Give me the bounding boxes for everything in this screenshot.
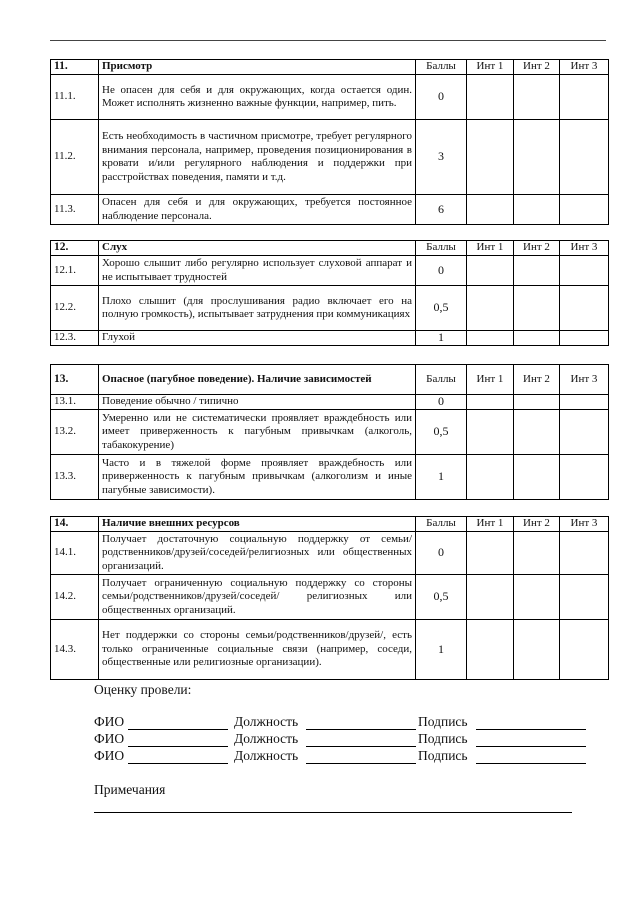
position-label: Должность bbox=[234, 714, 299, 729]
item-number: 11.1. bbox=[51, 75, 99, 120]
int3-cell[interactable] bbox=[560, 195, 609, 225]
section-title: Наличие внешних ресурсов bbox=[99, 517, 416, 532]
col-int2-header: Инт 2 bbox=[514, 365, 560, 395]
item-score: 1 bbox=[416, 620, 467, 680]
fio-label: ФИО bbox=[94, 731, 125, 746]
int3-cell[interactable] bbox=[560, 620, 609, 680]
item-number: 14.1. bbox=[51, 532, 99, 575]
section-title: Слух bbox=[99, 241, 416, 256]
position-field[interactable] bbox=[306, 729, 416, 730]
item-description: Есть необходимость в частичном присмотре, требует регулярного внимания персонала, например, проведения позиционирования в кровати и/или регулярного наблюдения и поддержки при расстройствах поведения, памяти и т.д. bbox=[99, 120, 416, 195]
item-number: 13.2. bbox=[51, 410, 99, 455]
int2-cell[interactable] bbox=[514, 410, 560, 455]
signature-field[interactable] bbox=[476, 763, 586, 764]
col-int1-header: Инт 1 bbox=[467, 60, 514, 75]
int2-cell[interactable] bbox=[514, 575, 560, 620]
table-row bbox=[51, 575, 609, 620]
item-score: 6 bbox=[416, 195, 467, 225]
col-int2-header: Инт 2 bbox=[514, 60, 560, 75]
notes-label: Примечания bbox=[94, 782, 166, 797]
col-score-header: Баллы bbox=[416, 241, 467, 256]
int1-cell[interactable] bbox=[467, 620, 514, 680]
fio-field[interactable] bbox=[128, 729, 228, 730]
int1-cell[interactable] bbox=[467, 286, 514, 331]
table-row bbox=[51, 410, 609, 455]
item-description: Поведение обычно / типично bbox=[99, 395, 416, 410]
int2-cell[interactable] bbox=[514, 620, 560, 680]
int2-cell[interactable] bbox=[514, 395, 560, 410]
col-int3-header: Инт 3 bbox=[560, 241, 609, 256]
fio-label: ФИО bbox=[94, 714, 125, 729]
section-header-row bbox=[51, 517, 609, 532]
col-int2-header: Инт 2 bbox=[514, 517, 560, 532]
section-header-row bbox=[51, 60, 609, 75]
col-int3-header: Инт 3 bbox=[560, 365, 609, 395]
table-row bbox=[51, 75, 609, 120]
int1-cell[interactable] bbox=[467, 75, 514, 120]
int2-cell[interactable] bbox=[514, 195, 560, 225]
signature-label: Подпись bbox=[418, 714, 468, 729]
int1-cell[interactable] bbox=[467, 120, 514, 195]
position-label: Должность bbox=[234, 731, 299, 746]
int3-cell[interactable] bbox=[560, 331, 609, 346]
section-number: 13. bbox=[51, 365, 99, 395]
section-12-table bbox=[50, 240, 609, 346]
int1-cell[interactable] bbox=[467, 532, 514, 575]
col-int1-header: Инт 1 bbox=[467, 241, 514, 256]
item-description: Умеренно или не систематически проявляет враждебность или имеет приверженность к пагубным привычкам (алкоголь, табакокурение) bbox=[99, 410, 416, 455]
int3-cell[interactable] bbox=[560, 455, 609, 500]
table-row bbox=[51, 120, 609, 195]
col-int2-header: Инт 2 bbox=[514, 241, 560, 256]
int2-cell[interactable] bbox=[514, 331, 560, 346]
item-score: 1 bbox=[416, 455, 467, 500]
section-11-table bbox=[50, 59, 609, 225]
col-score-header: Баллы bbox=[416, 60, 467, 75]
int3-cell[interactable] bbox=[560, 75, 609, 120]
item-description: Хорошо слышит либо регулярно использует слуховой аппарат и не испытывает трудностей bbox=[99, 256, 416, 286]
int2-cell[interactable] bbox=[514, 455, 560, 500]
signature-label: Подпись bbox=[418, 731, 468, 746]
item-description: Плохо слышит (для прослушивания радио включает его на полную громкость), испытывает затруднения при коммуникациях bbox=[99, 286, 416, 331]
item-number: 14.2. bbox=[51, 575, 99, 620]
item-number: 12.2. bbox=[51, 286, 99, 331]
section-title: Присмотр bbox=[99, 60, 416, 75]
item-description: Нет поддержки со стороны семьи/родственников/друзей/, есть только ограниченные социальные связи (например, соседи, общественные или религиозные организации). bbox=[99, 620, 416, 680]
table-row bbox=[51, 256, 609, 286]
col-score-header: Баллы bbox=[416, 365, 467, 395]
table-row bbox=[51, 455, 609, 500]
table-row bbox=[51, 331, 609, 346]
int3-cell[interactable] bbox=[560, 532, 609, 575]
section-number: 11. bbox=[51, 60, 99, 75]
assessment-label: Оценку провели: bbox=[94, 682, 192, 697]
item-description: Часто и в тяжелой форме проявляет враждебность или приверженность к пагубным привычкам (алкоголизм и иные пагубные зависимости). bbox=[99, 455, 416, 500]
int1-cell[interactable] bbox=[467, 395, 514, 410]
item-description: Получает ограниченную социальную поддержку со стороны семьи/родственников/друзей/соседей/ религиозных или общественных организаций. bbox=[99, 575, 416, 620]
item-score: 0 bbox=[416, 532, 467, 575]
table-row bbox=[51, 620, 609, 680]
int1-cell[interactable] bbox=[467, 575, 514, 620]
item-score: 0 bbox=[416, 256, 467, 286]
int3-cell[interactable] bbox=[560, 575, 609, 620]
table-row bbox=[51, 395, 609, 410]
fio-label: ФИО bbox=[94, 748, 125, 763]
col-int3-header: Инт 3 bbox=[560, 60, 609, 75]
item-score: 0,5 bbox=[416, 575, 467, 620]
table-row bbox=[51, 286, 609, 331]
signature-label: Подпись bbox=[418, 748, 468, 763]
item-description: Глухой bbox=[99, 331, 416, 346]
signature-field[interactable] bbox=[476, 729, 586, 730]
table-row bbox=[51, 195, 609, 225]
item-score: 3 bbox=[416, 120, 467, 195]
int2-cell[interactable] bbox=[514, 532, 560, 575]
item-number: 11.2. bbox=[51, 120, 99, 195]
item-number: 11.3. bbox=[51, 195, 99, 225]
section-header-row bbox=[51, 241, 609, 256]
fio-field[interactable] bbox=[128, 746, 228, 747]
int1-cell[interactable] bbox=[467, 195, 514, 225]
item-number: 14.3. bbox=[51, 620, 99, 680]
int3-cell[interactable] bbox=[560, 395, 609, 410]
int2-cell[interactable] bbox=[514, 256, 560, 286]
int3-cell[interactable] bbox=[560, 286, 609, 331]
section-number: 14. bbox=[51, 517, 99, 532]
item-number: 13.3. bbox=[51, 455, 99, 500]
item-number: 12.3. bbox=[51, 331, 99, 346]
int3-cell[interactable] bbox=[560, 410, 609, 455]
item-score: 1 bbox=[416, 331, 467, 346]
int1-cell[interactable] bbox=[467, 410, 514, 455]
int1-cell[interactable] bbox=[467, 455, 514, 500]
position-field[interactable] bbox=[306, 763, 416, 764]
notes-field[interactable] bbox=[94, 812, 572, 813]
signature-field[interactable] bbox=[476, 746, 586, 747]
col-int1-header: Инт 1 bbox=[467, 517, 514, 532]
item-score: 0 bbox=[416, 395, 467, 410]
fio-field[interactable] bbox=[128, 763, 228, 764]
int1-cell[interactable] bbox=[467, 331, 514, 346]
item-description: Опасен для себя и для окружающих, требуется постоянное наблюдение персонала. bbox=[99, 195, 416, 225]
item-number: 13.1. bbox=[51, 395, 99, 410]
int3-cell[interactable] bbox=[560, 256, 609, 286]
int2-cell[interactable] bbox=[514, 286, 560, 331]
item-description: Не опасен для себя и для окружающих, когда остается один. Может исполнять жизненно важные функции, например, пить. bbox=[99, 75, 416, 120]
section-number: 12. bbox=[51, 241, 99, 256]
int1-cell[interactable] bbox=[467, 256, 514, 286]
int2-cell[interactable] bbox=[514, 75, 560, 120]
section-13-table bbox=[50, 364, 609, 500]
item-score: 0,5 bbox=[416, 410, 467, 455]
int2-cell[interactable] bbox=[514, 120, 560, 195]
col-int1-header: Инт 1 bbox=[467, 365, 514, 395]
top-rule bbox=[50, 40, 606, 41]
item-score: 0 bbox=[416, 75, 467, 120]
int3-cell[interactable] bbox=[560, 120, 609, 195]
section-14-table bbox=[50, 516, 609, 680]
position-field[interactable] bbox=[306, 746, 416, 747]
item-score: 0,5 bbox=[416, 286, 467, 331]
section-title: Опасное (пагубное поведение). Наличие зависимостей bbox=[99, 365, 416, 395]
section-header-row bbox=[51, 365, 609, 395]
position-label: Должность bbox=[234, 748, 299, 763]
item-number: 12.1. bbox=[51, 256, 99, 286]
item-description: Получает достаточную социальную поддержку от семьи/родственников/друзей/соседей/религиозных или общественных организаций. bbox=[99, 532, 416, 575]
col-score-header: Баллы bbox=[416, 517, 467, 532]
col-int3-header: Инт 3 bbox=[560, 517, 609, 532]
table-row bbox=[51, 532, 609, 575]
